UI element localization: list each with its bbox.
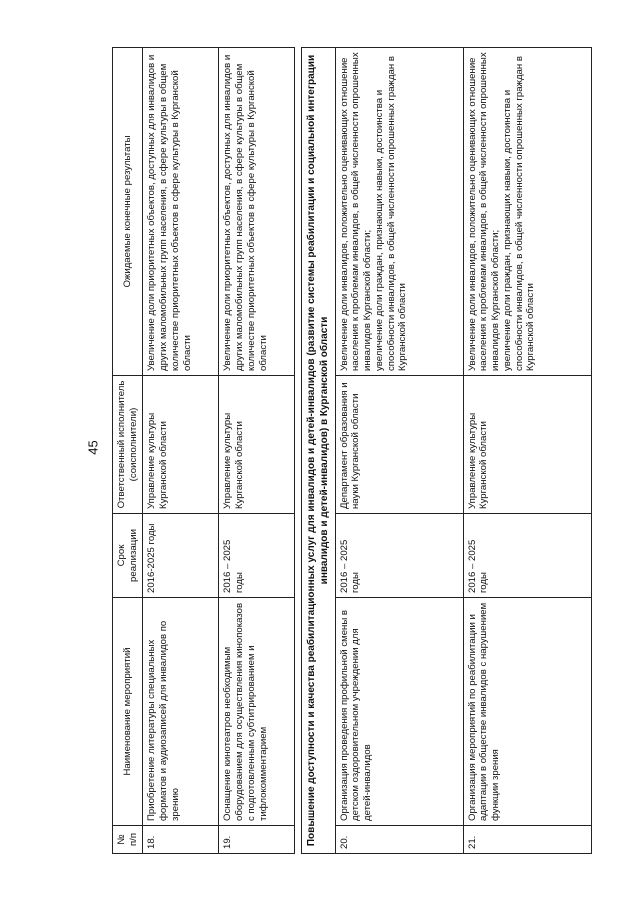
row-name: Оснащение кинотеатров необходимым оборудованием для осуществления кинопоказов с подготовленным субтитрированием и тифлокомментарием <box>219 598 295 826</box>
table-container <box>112 48 612 854</box>
header-name: Наименование мероприятий <box>113 598 143 826</box>
row-name: Организация мероприятий по реабилитации и адаптации в обществе инвалидов с нарушением функции зрения <box>463 598 591 826</box>
header-term: Срок реализации <box>113 514 143 598</box>
row-num: 18. <box>143 826 219 854</box>
table-gap <box>295 48 302 854</box>
row-executor: Управление культуры Курганской области <box>143 376 219 514</box>
row-num: 19. <box>219 826 295 854</box>
table-row <box>463 48 591 854</box>
section-title: Повышение доступности и качества реабилитационных услуг для инвалидов и детей-инвалидов (развитие системы реабилитации и социальной интеграции инвалидов и детей-инвалидов) в Курганской области <box>302 48 335 854</box>
row-name: Организация проведения профильной смены в детском оздоровительном учреждении для детей-инвалидов <box>335 598 463 826</box>
table-row <box>143 48 219 854</box>
row-results: Увеличение доли инвалидов, положительно оценивающих отношение населения к проблемам инвалидов, в общей численности опрошенных инвалидов Курганской области; увеличение доли граждан, признающих навыки, достоинства и способности инвалидов, в общей численности опрошенных граждан в Курганской области <box>463 48 591 376</box>
row-term: 2016 – 2025 годы <box>463 514 591 598</box>
row-executor: Управление культуры Курганской области <box>219 376 295 514</box>
header-num: № п/п <box>113 826 143 854</box>
table-row <box>219 48 295 854</box>
row-term: 2016-2025 годы <box>143 514 219 598</box>
row-results: Увеличение доли приоритетных объектов, доступных для инвалидов и других маломобильных групп населения, в сфере культуры в общем количестве приоритетных объектов в сфере культуры в Курганской области <box>143 48 219 376</box>
header-results: Ожидаемые конечные результаты <box>113 48 143 376</box>
measures-table <box>112 47 592 854</box>
table-row <box>335 48 463 854</box>
rotated-table-frame <box>112 48 612 854</box>
row-results: Увеличение доли приоритетных объектов, доступных для инвалидов и других маломобильных групп населения, в сфере культуры в общем количестве приоритетных объектов в сфере культуры в Курганской области <box>219 48 295 376</box>
table-header-row <box>113 48 143 854</box>
row-executor: Департамент образования и науки Курганской области <box>335 376 463 514</box>
gap-cell <box>295 48 302 854</box>
row-name: Приобретение литературы специальных форматов и аудиозаписей для инвалидов по зрению <box>143 598 219 826</box>
row-term: 2016 – 2025 годы <box>335 514 463 598</box>
row-num: 20. <box>335 826 463 854</box>
row-num: 21. <box>463 826 591 854</box>
header-executor: Ответственный исполнитель (соисполнители) <box>113 376 143 514</box>
row-results: Увеличение доли инвалидов, положительно оценивающих отношение населения к проблемам инвалидов, в общей численности опрошенных инвалидов Курганской области; увеличение доли граждан, признающих навыки, достоинства и способности инвалидов, в общей численности опрошенных граждан в Курганской области <box>335 48 463 376</box>
row-term: 2016 – 2025 годы <box>219 514 295 598</box>
row-executor: Управление культуры Курганской области <box>463 376 591 514</box>
section-row <box>302 48 335 854</box>
page-number: 45 <box>85 440 101 455</box>
